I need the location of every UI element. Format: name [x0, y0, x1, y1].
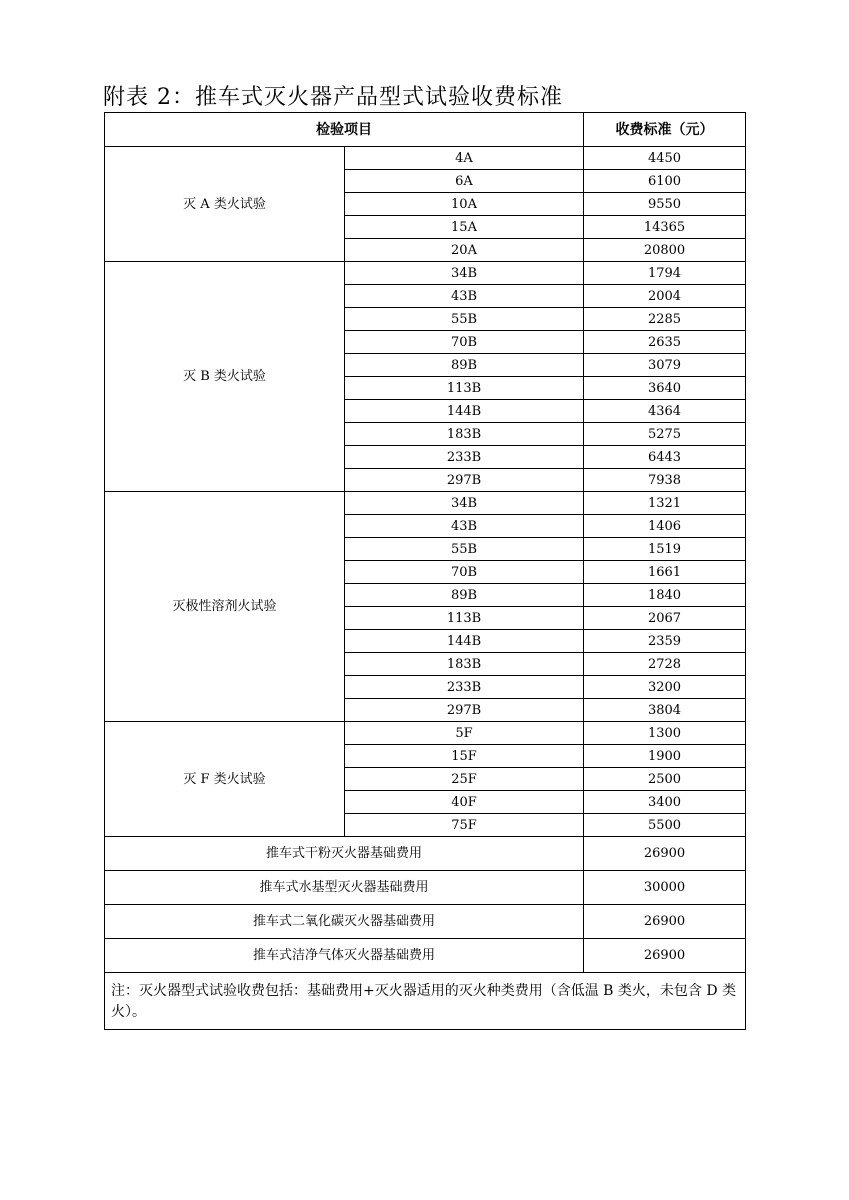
base-fee-name: 推车式二氧化碳灭火器基础费用	[105, 905, 584, 939]
fire-rating: 55B	[345, 538, 584, 561]
page-title: 附表 2：推车式灭火器产品型式试验收费标准	[103, 85, 563, 110]
fee-value: 1300	[584, 722, 746, 745]
fee-value: 2728	[584, 653, 746, 676]
header-fee: 收费标准（元）	[584, 113, 746, 147]
base-fee-row	[105, 905, 746, 939]
fire-rating: 89B	[345, 354, 584, 377]
fee-value: 1406	[584, 515, 746, 538]
fire-rating: 233B	[345, 446, 584, 469]
fire-rating: 4A	[345, 147, 584, 170]
fire-rating: 5F	[345, 722, 584, 745]
table-row	[105, 492, 746, 515]
fee-value: 3079	[584, 354, 746, 377]
fire-rating: 183B	[345, 653, 584, 676]
fee-value: 3640	[584, 377, 746, 400]
fee-value: 1321	[584, 492, 746, 515]
fire-rating: 55B	[345, 308, 584, 331]
fire-rating: 20A	[345, 239, 584, 262]
base-fee-name: 推车式洁净气体灭火器基础费用	[105, 939, 584, 973]
base-fee-row	[105, 939, 746, 973]
fire-rating: 25F	[345, 768, 584, 791]
fire-rating: 183B	[345, 423, 584, 446]
fee-value: 4364	[584, 400, 746, 423]
fire-rating: 34B	[345, 492, 584, 515]
fee-value: 2004	[584, 285, 746, 308]
fee-value: 1661	[584, 561, 746, 584]
base-fee-row	[105, 837, 746, 871]
fee-value: 2067	[584, 607, 746, 630]
fee-value: 2285	[584, 308, 746, 331]
fee-value: 1900	[584, 745, 746, 768]
base-fee-row	[105, 871, 746, 905]
fire-rating: 113B	[345, 377, 584, 400]
fee-value: 5500	[584, 814, 746, 837]
fee-value: 1840	[584, 584, 746, 607]
base-fee-value: 26900	[584, 905, 746, 939]
base-fee-value: 30000	[584, 871, 746, 905]
fee-value: 3400	[584, 791, 746, 814]
fee-value: 2359	[584, 630, 746, 653]
note-row	[105, 973, 746, 1030]
fee-value: 2500	[584, 768, 746, 791]
fire-rating: 40F	[345, 791, 584, 814]
fire-rating: 10A	[345, 193, 584, 216]
note-text: 注：灭火器型式试验收费包括：基础费用+灭火器适用的灭火种类费用（含低温 B 类火，未包含 D 类火）。	[105, 973, 746, 1030]
fire-rating: 144B	[345, 400, 584, 423]
fire-rating: 113B	[345, 607, 584, 630]
base-fee-name: 推车式干粉灭火器基础费用	[105, 837, 584, 871]
header-item: 检验项目	[105, 113, 584, 147]
fee-table	[104, 112, 746, 1030]
fire-rating: 43B	[345, 515, 584, 538]
fee-value: 14365	[584, 216, 746, 239]
test-group-name: 灭 B 类火试验	[105, 262, 345, 492]
fire-rating: 233B	[345, 676, 584, 699]
base-fee-value: 26900	[584, 837, 746, 871]
fire-rating: 70B	[345, 331, 584, 354]
table-row	[105, 262, 746, 285]
table-header-row	[105, 113, 746, 147]
fee-value: 20800	[584, 239, 746, 262]
table-row	[105, 722, 746, 745]
test-group-name: 灭极性溶剂火试验	[105, 492, 345, 722]
fire-rating: 70B	[345, 561, 584, 584]
base-fee-value: 26900	[584, 939, 746, 973]
fire-rating: 6A	[345, 170, 584, 193]
base-fee-name: 推车式水基型灭火器基础费用	[105, 871, 584, 905]
fee-value: 2635	[584, 331, 746, 354]
test-group-name: 灭 A 类火试验	[105, 147, 345, 262]
fee-value: 4450	[584, 147, 746, 170]
fee-value: 6443	[584, 446, 746, 469]
fire-rating: 297B	[345, 699, 584, 722]
fire-rating: 15F	[345, 745, 584, 768]
fire-rating: 43B	[345, 285, 584, 308]
fee-value: 5275	[584, 423, 746, 446]
fee-value: 3804	[584, 699, 746, 722]
fire-rating: 15A	[345, 216, 584, 239]
fee-value: 3200	[584, 676, 746, 699]
fee-value: 6100	[584, 170, 746, 193]
fee-value: 7938	[584, 469, 746, 492]
fee-value: 1794	[584, 262, 746, 285]
fire-rating: 297B	[345, 469, 584, 492]
fire-rating: 144B	[345, 630, 584, 653]
fire-rating: 34B	[345, 262, 584, 285]
test-group-name: 灭 F 类火试验	[105, 722, 345, 837]
table-row	[105, 147, 746, 170]
fire-rating: 75F	[345, 814, 584, 837]
fire-rating: 89B	[345, 584, 584, 607]
fee-value: 1519	[584, 538, 746, 561]
fee-value: 9550	[584, 193, 746, 216]
